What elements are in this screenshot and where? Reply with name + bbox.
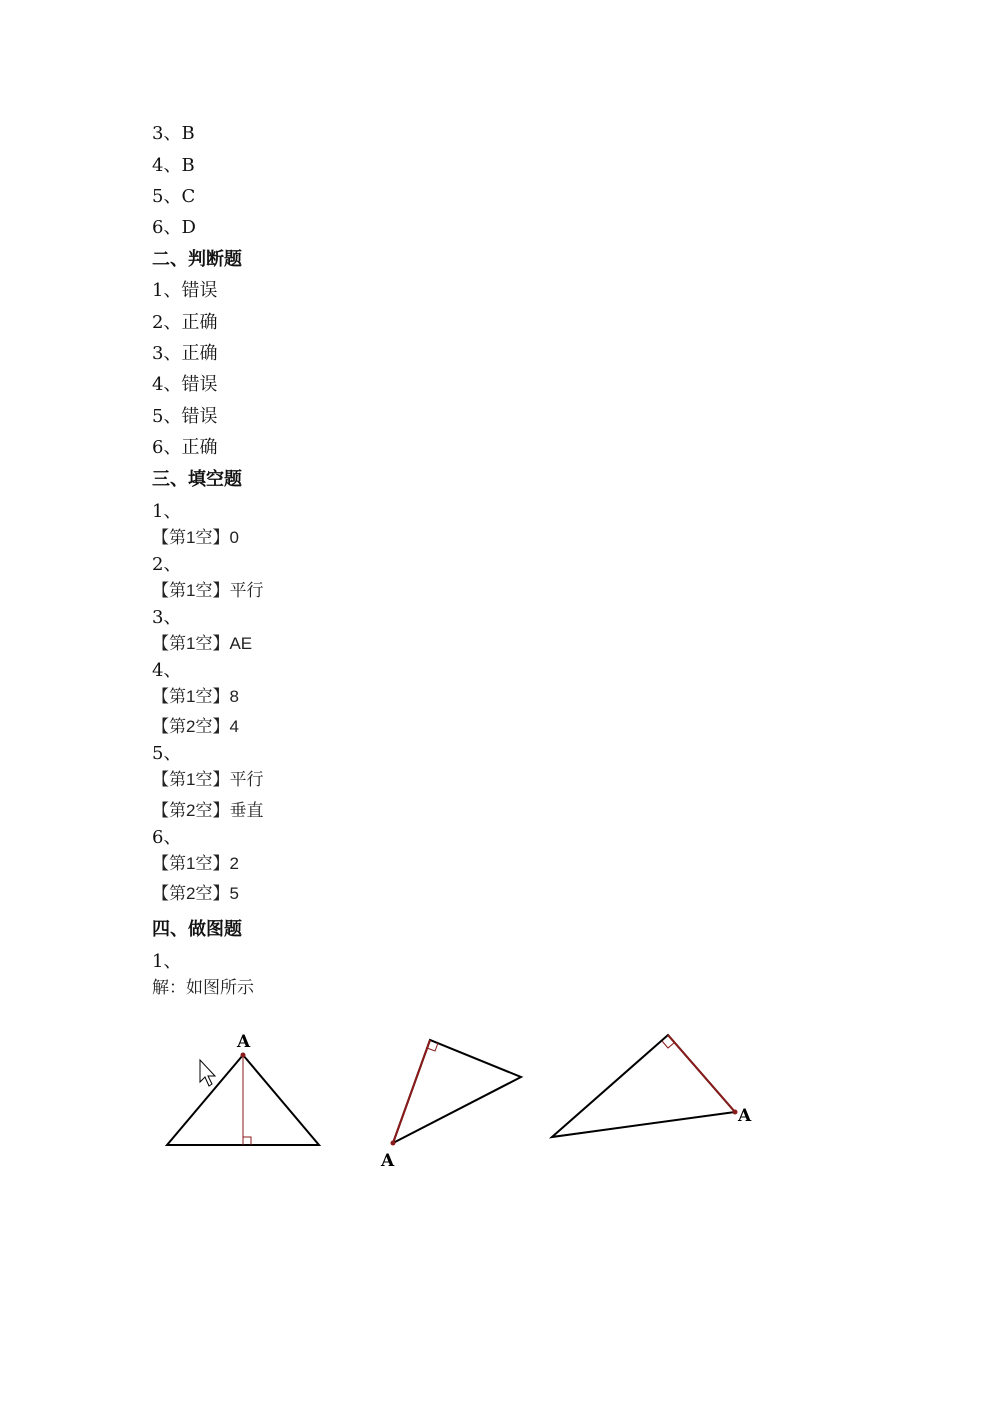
fill-blank-answer: 【第1空】2 bbox=[152, 854, 239, 873]
judgement-answer-2: 2、正确 bbox=[152, 312, 218, 333]
cursor-arrow-icon bbox=[200, 1060, 215, 1086]
fill-question-number: 4、 bbox=[152, 660, 182, 681]
fill-blank-answer: 【第2空】垂直 bbox=[152, 801, 264, 820]
vertex-a-dot-1 bbox=[241, 1053, 246, 1058]
vertex-label-a-3: A bbox=[738, 1106, 752, 1126]
section-title-drawing: 四、做图题 bbox=[152, 919, 242, 940]
section-title-judgement: 二、判断题 bbox=[152, 249, 242, 270]
triangle-figures bbox=[140, 1020, 780, 1180]
judgement-answer-4: 4、错误 bbox=[152, 374, 218, 395]
triangle-3-height bbox=[668, 1035, 735, 1112]
triangle-figure-2 bbox=[380, 1040, 521, 1171]
triangle-figure-3 bbox=[552, 1035, 752, 1137]
fill-question-number: 2、 bbox=[152, 554, 182, 575]
choice-answer-6: 6、D bbox=[152, 217, 196, 238]
section-title-fill-blank: 三、填空题 bbox=[152, 469, 242, 490]
fill-blank-answer: 【第1空】0 bbox=[152, 528, 239, 547]
fill-question-number: 3、 bbox=[152, 607, 182, 628]
vertex-label-a-1: A bbox=[237, 1032, 251, 1052]
vertex-label-a-2: A bbox=[381, 1151, 395, 1171]
choice-answer-5: 5、C bbox=[152, 186, 196, 207]
triangle-figure-1 bbox=[167, 1032, 319, 1145]
fill-blank-answer: 【第2空】4 bbox=[152, 717, 239, 736]
fill-blank-answer: 【第1空】AE bbox=[152, 634, 253, 653]
judgement-answer-1: 1、错误 bbox=[152, 280, 218, 301]
fill-question-number: 1、 bbox=[152, 501, 182, 522]
vertex-a-dot-2 bbox=[391, 1141, 396, 1146]
judgement-answer-3: 3、正确 bbox=[152, 343, 218, 364]
triangle-3-outline bbox=[552, 1035, 735, 1137]
right-angle-mark-1 bbox=[243, 1137, 251, 1145]
fill-blank-answer: 【第1空】平行 bbox=[152, 581, 264, 600]
drawing-solution-text: 解：如图所示 bbox=[152, 978, 254, 997]
judgement-answer-5: 5、错误 bbox=[152, 406, 218, 427]
choice-answer-4: 4、B bbox=[152, 155, 195, 176]
judgement-answer-6: 6、正确 bbox=[152, 437, 218, 458]
fill-blank-answer: 【第2空】5 bbox=[152, 884, 239, 903]
drawing-question-number: 1、 bbox=[152, 951, 182, 972]
choice-answer-3: 3、B bbox=[152, 123, 195, 144]
fill-question-number: 5、 bbox=[152, 743, 182, 764]
fill-question-number: 6、 bbox=[152, 827, 182, 848]
vertex-a-dot-3 bbox=[733, 1110, 738, 1115]
fill-blank-answer: 【第1空】平行 bbox=[152, 770, 264, 789]
fill-blank-answer: 【第1空】8 bbox=[152, 687, 239, 706]
